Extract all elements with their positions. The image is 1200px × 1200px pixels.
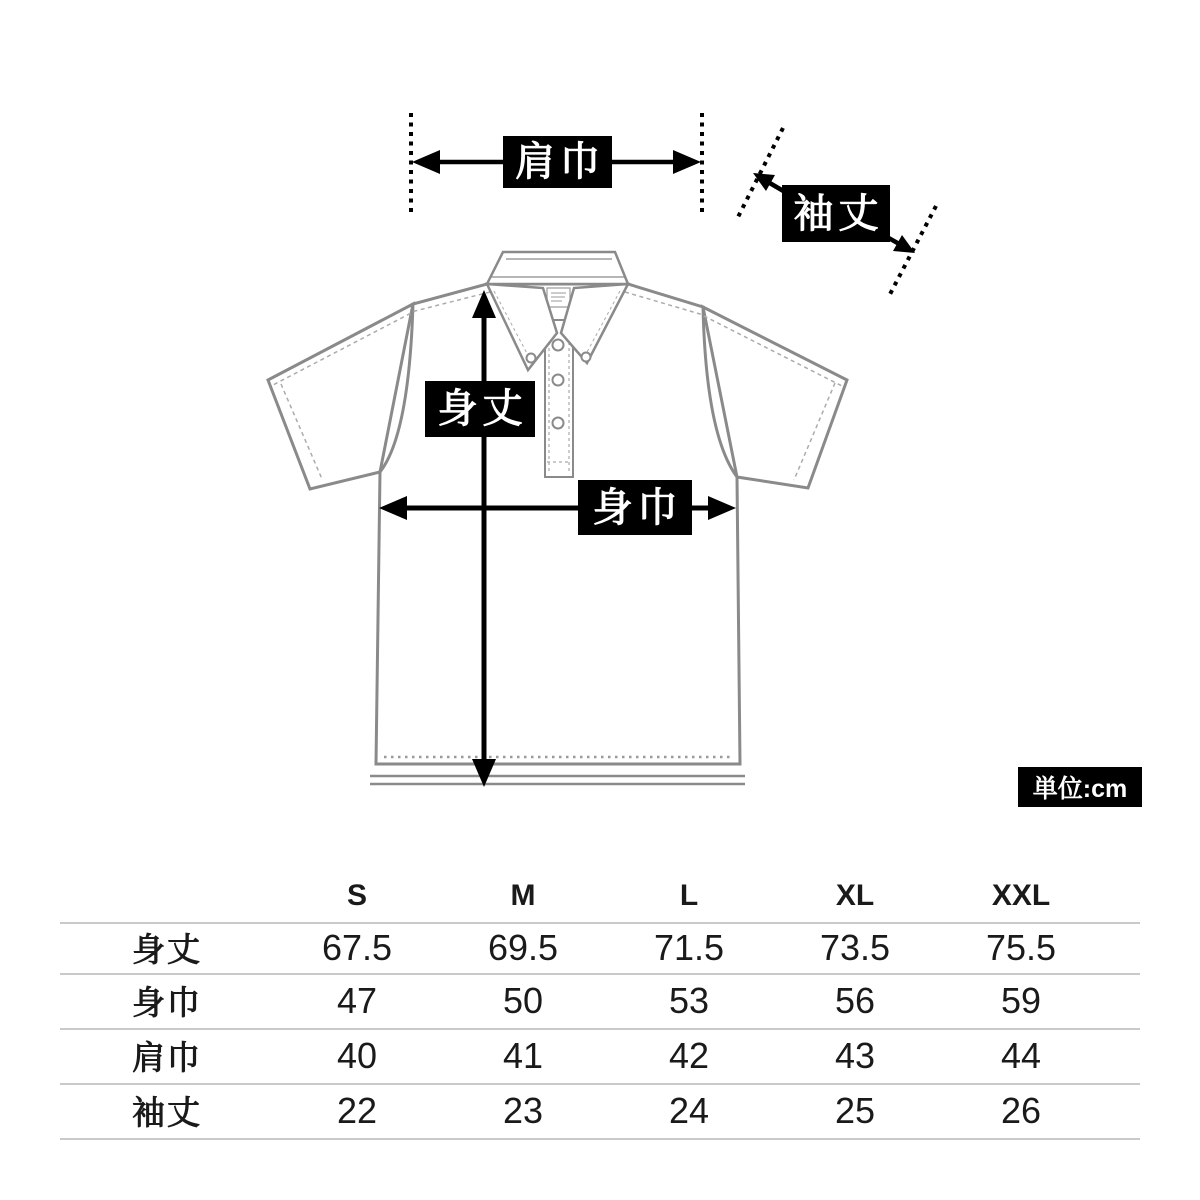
collar-button-icon [527, 354, 536, 363]
col-header-m: M [510, 879, 536, 912]
shoulder-width-label: 肩巾 [503, 136, 612, 188]
body-width-label: 身巾 [578, 480, 692, 535]
table-header-row [60, 870, 1104, 922]
col-header-l: L [679, 879, 699, 912]
table-row-body-length: 身丈 67.5 69.5 71.5 73.5 75.5 [132, 926, 1057, 968]
table-divider [60, 1138, 1140, 1140]
table-row-sleeve-length: 袖丈 22 23 24 25 26 [132, 1089, 1042, 1131]
table-row-body-width: 身巾 47 50 53 56 59 [132, 979, 1042, 1021]
col-header-xl: XL [835, 879, 875, 912]
col-header-xxl: XXL [991, 879, 1051, 912]
placket-button-icon [553, 375, 564, 386]
collar-button-icon [582, 353, 591, 362]
col-header-s: S [346, 879, 367, 912]
table-row-shoulder-width: 肩巾 40 41 42 43 44 [132, 1034, 1042, 1076]
units-badge: 単位:cm [1018, 767, 1142, 807]
hem-lines [370, 776, 745, 784]
placket-button-icon [553, 418, 564, 429]
size-table [60, 870, 1140, 1140]
body-length-label: 身丈 [425, 381, 535, 437]
collar-band [487, 252, 628, 284]
sleeve-length-label: 袖丈 [782, 185, 890, 242]
neck-label [547, 288, 570, 307]
top-button-icon [553, 340, 564, 351]
